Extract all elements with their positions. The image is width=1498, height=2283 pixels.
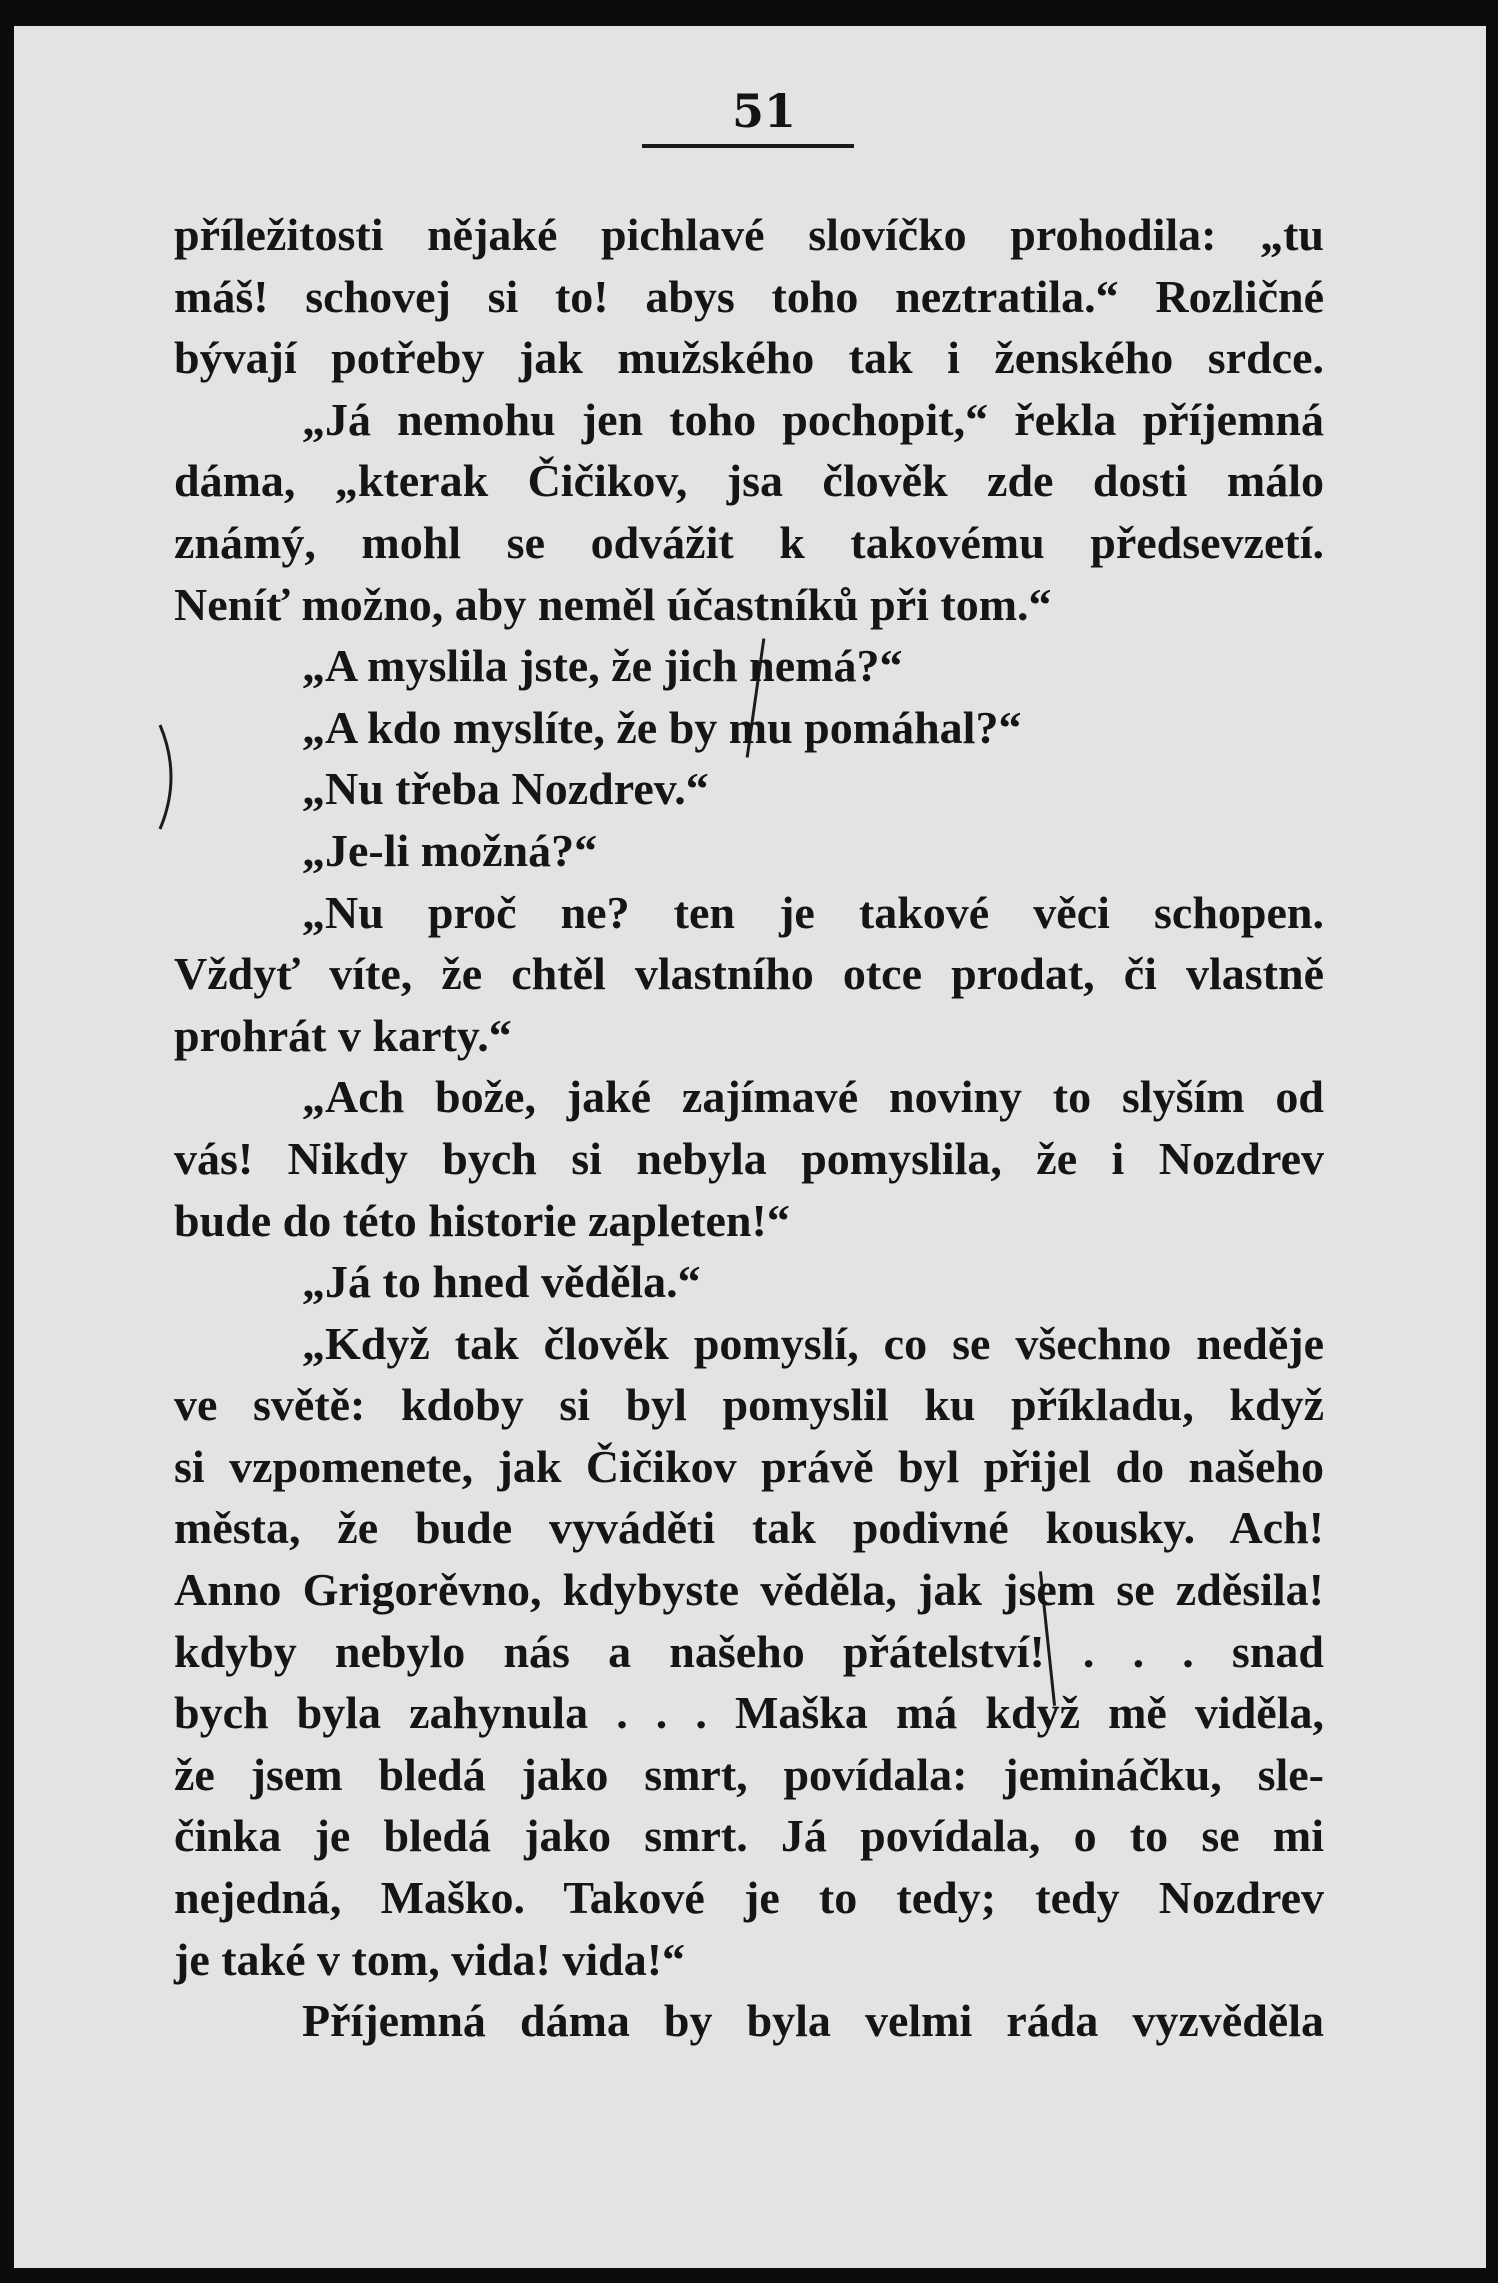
text-line: „Já nemohu jen toho pochopit,“ řekla příjemná <box>302 393 1324 445</box>
text-line: Příjemná dáma by byla velmi ráda vyzvěděla <box>302 1995 1324 2047</box>
text-line: si vzpomenete, jak Čičikov právě byl přijel do našeho <box>174 1440 1324 1492</box>
scanned-page <box>14 26 1486 2268</box>
text-line: bývají potřeby jak mužského tak i ženského srdce. <box>174 332 1324 384</box>
text-line: dáma, „kterak Čičikov, jsa člověk zde dosti málo <box>174 455 1324 507</box>
text-line: prohrát v karty.“ <box>174 1009 512 1061</box>
text-line: známý, mohl se odvážit k takovému předsevzetí. <box>174 516 1324 568</box>
text-line: Vždyť víte, že chtěl vlastního otce prodat, či vlastně <box>174 948 1324 1000</box>
text-line: ve světě: kdoby si byl pomyslil ku příkladu, když <box>174 1379 1324 1431</box>
text-line: Anno Grigorěvno, kdybyste věděla, jak jsem se zděsila! <box>174 1564 1324 1616</box>
body-text <box>174 204 1324 2052</box>
text-line: „Já to hned věděla.“ <box>302 1256 701 1308</box>
text-line: příležitosti nějaké pichlavé slovíčko prohodila: „tu <box>174 209 1324 260</box>
text-line: vás! Nikdy bych si nebyla pomyslila, že i Nozdrev <box>174 1132 1324 1184</box>
text-line: je také v tom, vida! vida!“ <box>174 1933 686 1985</box>
text-line: nejedná, Maško. Takové je to tedy; tedy Nozdrev <box>174 1872 1324 1924</box>
text-line: „A myslila jste, že jich nemá?“ <box>302 640 903 692</box>
text-line: Neníť možno, aby neměl účastníků při tom.“ <box>174 578 1052 630</box>
text-line: „A kdo myslíte, že by mu pomáhal?“ <box>302 701 1022 753</box>
text-line: že jsem bledá jako smrt, povídala: jemináčku, sle- <box>174 1748 1324 1800</box>
text-line: máš! schovej si to! abys toho neztratila.“ Rozličné <box>174 270 1324 322</box>
text-line: „Nu třeba Nozdrev.“ <box>302 763 709 815</box>
text-line: bude do této historie zapleten!“ <box>174 1194 790 1246</box>
text-line: „Když tak člověk pomyslí, co se všechno neděje <box>302 1317 1324 1369</box>
text-line: města, že bude vyváděti tak podivné kousky. Ach! <box>174 1502 1324 1554</box>
text-line: „Ach bože, jaké zajímavé noviny to slyším od <box>302 1071 1324 1123</box>
page-number-rule <box>642 144 854 148</box>
text-line: činka je bledá jako smrt. Já povídala, o to se mi <box>174 1810 1324 1862</box>
text-line: bych byla zahynula . . . Maška má když mě viděla, <box>174 1687 1324 1739</box>
page-number: 51 <box>731 84 796 138</box>
text-line: „Nu proč ne? ten je takové věci schopen. <box>302 886 1324 938</box>
text-line: „Je-li možná?“ <box>302 824 598 876</box>
text-line: kdyby nebylo nás a našeho přátelství! . . . snad <box>174 1625 1324 1677</box>
